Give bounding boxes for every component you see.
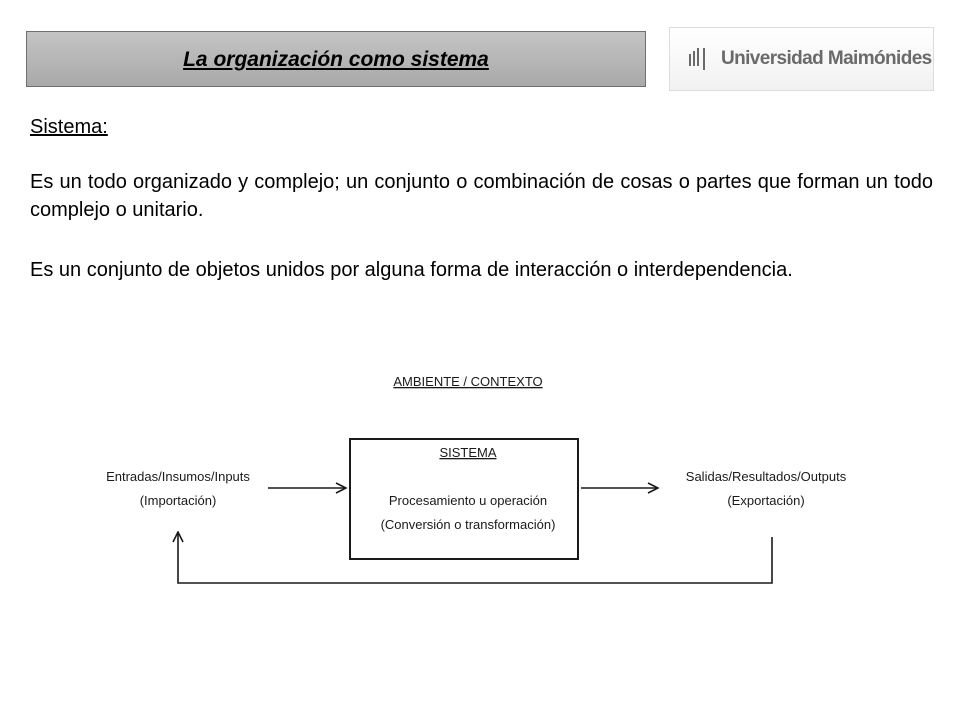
input-label-1: Entradas/Insumos/Inputs [106,469,250,484]
section-label: Sistema: [30,116,108,138]
definition-paragraph-1: Es un todo organizado y complejo; un conjunto o combinación de cosas o partes que forman un todo complejo o unitario. [30,171,933,221]
university-logo-text: Universidad Maimónides [721,48,932,69]
page-title: La organización como sistema [183,48,489,71]
context-label: AMBIENTE / CONTEXTO [393,374,543,389]
system-title: SISTEMA [439,445,497,460]
input-label-2: (Importación) [139,493,217,508]
process-line-2: (Conversión o transformación) [380,517,556,532]
process-line-1: Procesamiento u operación [388,493,548,508]
output-label-1: Salidas/Resultados/Outputs [685,469,847,484]
definition-paragraph-2: Es un conjunto de objetos unidos por alguna forma de interacción o interdependencia. [30,259,793,281]
output-label-2: (Exportación) [727,493,805,508]
